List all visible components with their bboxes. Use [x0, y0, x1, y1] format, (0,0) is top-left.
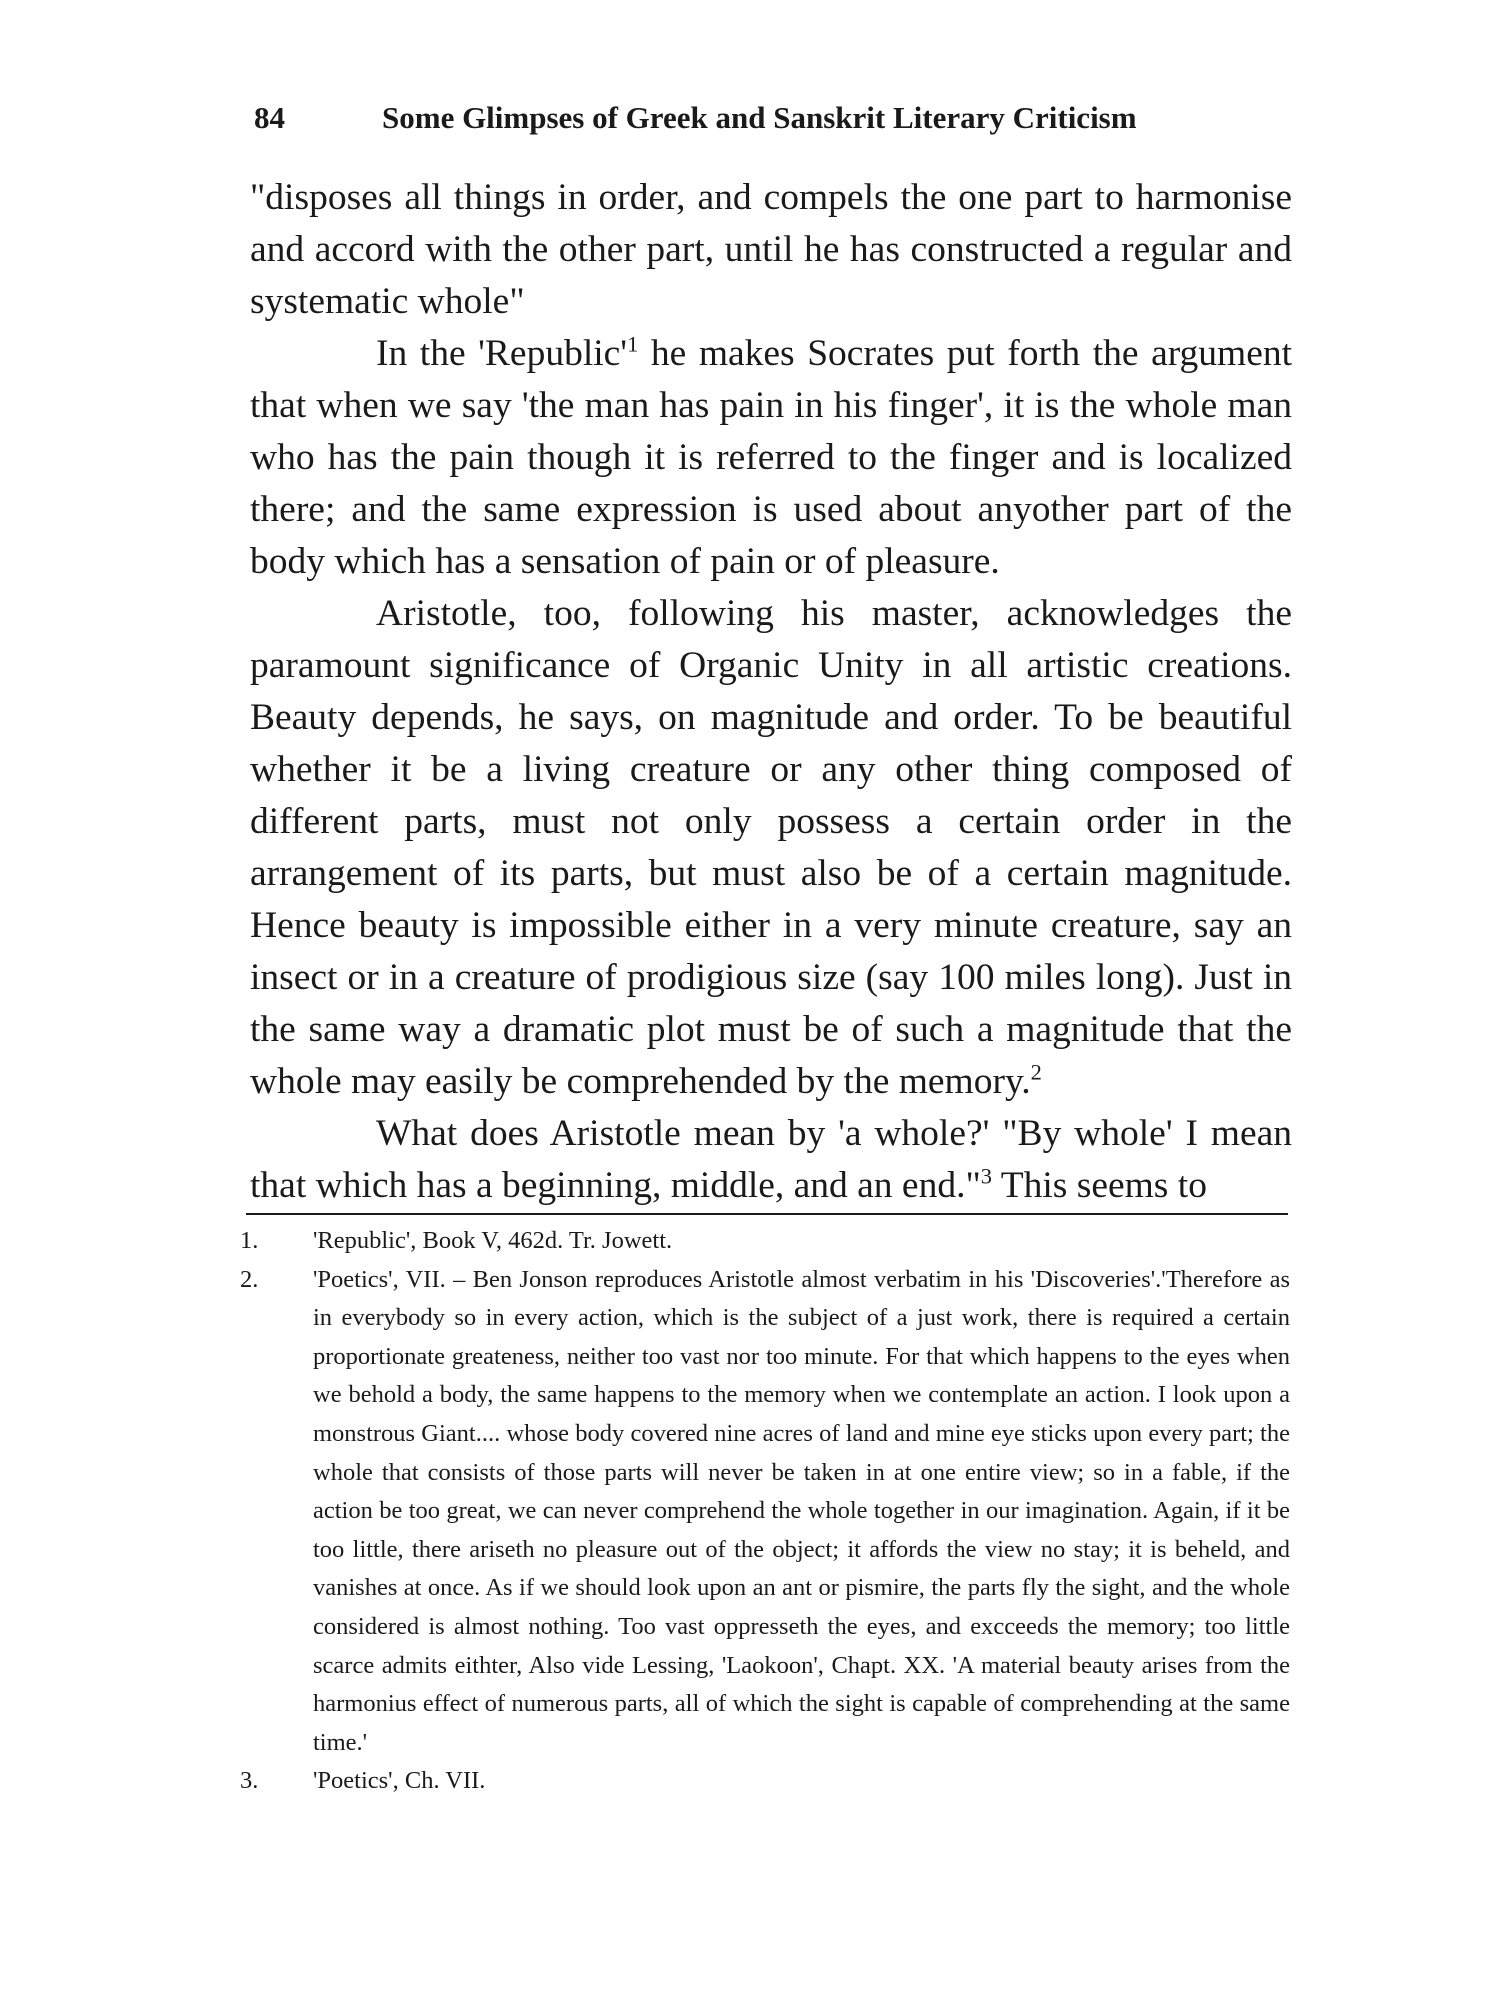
footnote-ref-3: 3	[980, 1163, 993, 1189]
footnote-2	[240, 1261, 1290, 1763]
paragraph-4	[250, 1108, 1292, 1212]
footnote-text: 'Poetics', VII. – Ben Jonson reproduces Aristotle almost verbatim in his 'Discoveries'.'Therefore as in everybody so in every action, which is the subject of a just work, there is required a certain proportionate greateness, neither too vast nor too minute. For that which happens to the eyes when we behold a body, the same happens to the memory when we contemplate an action. I look upon a monstrous Giant.... whose body covered nine acres of land and mine eye sticks upon every part; the whole that consists of those parts will never be taken in at one entire view; so in a fable, if the action be too great, we can never comprehend the whole together in our imagination. Again, if it be too little, there ariseth no pleasure out of the object; it affords the view no stay; it is beheld, and vanishes at once. As if we should look upon an ant or pismire, the parts fly the sight, and the whole considered is almost nothing. Too vast oppresseth the eyes, and excceeds the memory; too little scarce admits eithter, Also vide Lessing, 'Laokoon', Chapt. XX. 'A material beauty arises from the harmonius effect of numerous parts, all of which the sight is capable of comprehending at the same time.'	[313, 1265, 1290, 1756]
paragraph-4-text-start: What does Aristotle mean by 'a whole?' "By whole' I mean that which has a beginning, middle, and an end."	[250, 1113, 1292, 1206]
page-number: 84	[254, 100, 285, 135]
main-text	[250, 172, 1292, 1212]
paragraph-3-text: Aristotle, too, following his master, acknowledges the paramount significance of Organic Unity in all artistic creations. Beauty depends, he says, on magnitude and order. To be beautiful whether it be a living creature or any other thing composed of different parts, must not only possess a certain order in the arrangement of its parts, but must also be of a certain magnitude. Hence beauty is impossible either in a very minute creature, say an insect or in a creature of prodigious size (say 100 miles long). Just in the same way a dramatic plot must be of such a magnitude that the whole may easily be comprehended by the memory.	[250, 593, 1292, 1102]
paragraph-2-text-end: he makes Socrates put forth the argument that when we say 'the man has pain in his finger', it is the whole man who has the pain though it is referred to the finger and is localized there; and the same expression is used about anyother part of the body which has a sensation of pain or of pleasure.	[250, 333, 1293, 582]
footnote-number: 3.	[240, 1767, 259, 1795]
footnote-number: 2.	[240, 1265, 259, 1293]
paragraph-1	[250, 172, 1292, 328]
footnote-number: 1.	[240, 1227, 259, 1254]
footnotes	[240, 1222, 1290, 1801]
footnote-divider	[246, 1213, 1288, 1215]
footnote-1	[240, 1222, 1290, 1261]
running-header	[254, 96, 1254, 140]
footnote-text: 'Republic', Book V, 462d. Tr. Jowett.	[313, 1227, 673, 1254]
paragraph-1-text: "disposes all things in order, and compels the one part to harmonise and accord with the other part, until he has constructed a regular and systematic whole"	[250, 177, 1292, 322]
footnote-ref-2: 2	[1030, 1059, 1042, 1085]
paragraph-2	[250, 328, 1292, 588]
footnote-text: 'Poetics', Ch. VII.	[313, 1767, 486, 1795]
paragraph-2-text-start: In the 'Republic'	[376, 333, 628, 374]
paragraph-4-text-end: This seems to	[992, 1165, 1207, 1206]
footnote-ref-1: 1	[627, 331, 639, 357]
paragraph-3	[250, 588, 1292, 1108]
book-title: Some Glimpses of Greek and Sanskrit Literary Criticism	[382, 100, 1137, 135]
footnote-3	[240, 1762, 1290, 1801]
